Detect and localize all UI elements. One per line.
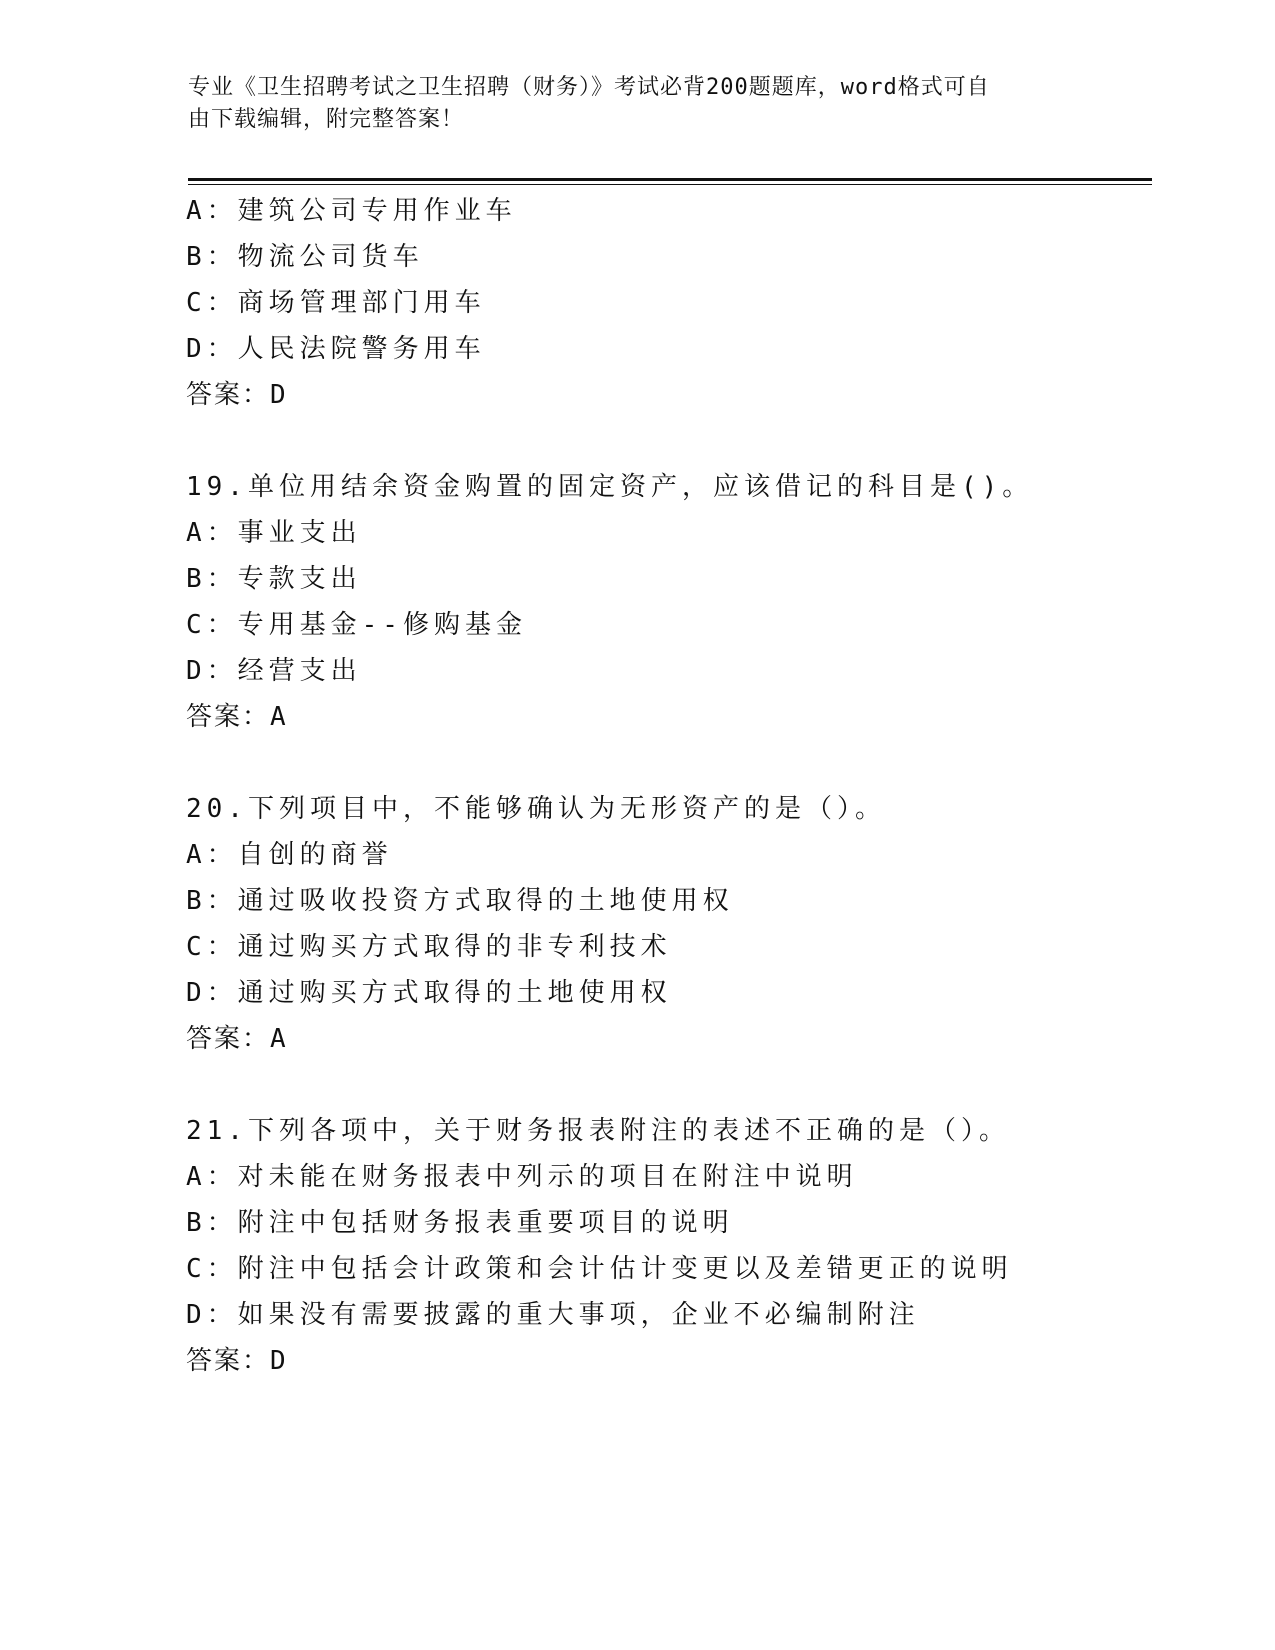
option-b: B：通过吸收投资方式取得的土地使用权 (186, 886, 734, 916)
option-a: A：自创的商誉 (186, 840, 393, 870)
option-b: B：专款支出 (186, 564, 362, 594)
option-c: C：通过购买方式取得的非专利技术 (186, 932, 672, 962)
question-18 (186, 188, 1152, 418)
option-b: B：物流公司货车 (186, 242, 424, 272)
option-c: C：专用基金--修购基金 (186, 610, 527, 640)
option-d: D：通过购买方式取得的土地使用权 (186, 978, 672, 1008)
option-a: A：对未能在财务报表中列示的项目在附注中说明 (186, 1162, 858, 1192)
answer-line: 答案：A (186, 702, 288, 732)
option-d: D：经营支出 (186, 656, 362, 686)
spacer (186, 418, 1152, 464)
option-d: D：人民法院警务用车 (186, 334, 486, 364)
question-stem: 19.单位用结余资金购置的固定资产，应该借记的科目是()。 (186, 472, 1034, 502)
question-20 (186, 786, 1152, 1062)
option-a: A：建筑公司专用作业车 (186, 196, 517, 226)
question-stem: 21.下列各项中，关于财务报表附注的表述不正确的是（）。 (186, 1116, 1010, 1146)
option-a: A：事业支出 (186, 518, 362, 548)
document-header (188, 72, 1088, 136)
option-d: D：如果没有需要披露的重大事项，企业不必编制附注 (186, 1300, 920, 1330)
header-divider-thick (188, 178, 1152, 181)
option-b: B：附注中包括财务报表重要项目的说明 (186, 1208, 734, 1238)
answer-line: 答案：A (186, 1024, 288, 1054)
option-c: C：商场管理部门用车 (186, 288, 486, 318)
answer-line: 答案：D (186, 1346, 288, 1376)
header-divider-thin (188, 184, 1152, 185)
question-list (186, 188, 1152, 1384)
option-c: C：附注中包括会计政策和会计估计变更以及差错更正的说明 (186, 1254, 1013, 1284)
answer-line: 答案：D (186, 380, 288, 410)
header-line-2: 由下载编辑，附完整答案！ (188, 107, 465, 132)
question-19 (186, 464, 1152, 740)
spacer (186, 1062, 1152, 1108)
question-stem: 20.下列项目中，不能够确认为无形资产的是（）。 (186, 794, 886, 824)
header-line-1: 专业《卫生招聘考试之卫生招聘（财务）》考试必背200题题库，word格式可自 (188, 75, 990, 100)
spacer (186, 740, 1152, 786)
question-21 (186, 1108, 1152, 1384)
